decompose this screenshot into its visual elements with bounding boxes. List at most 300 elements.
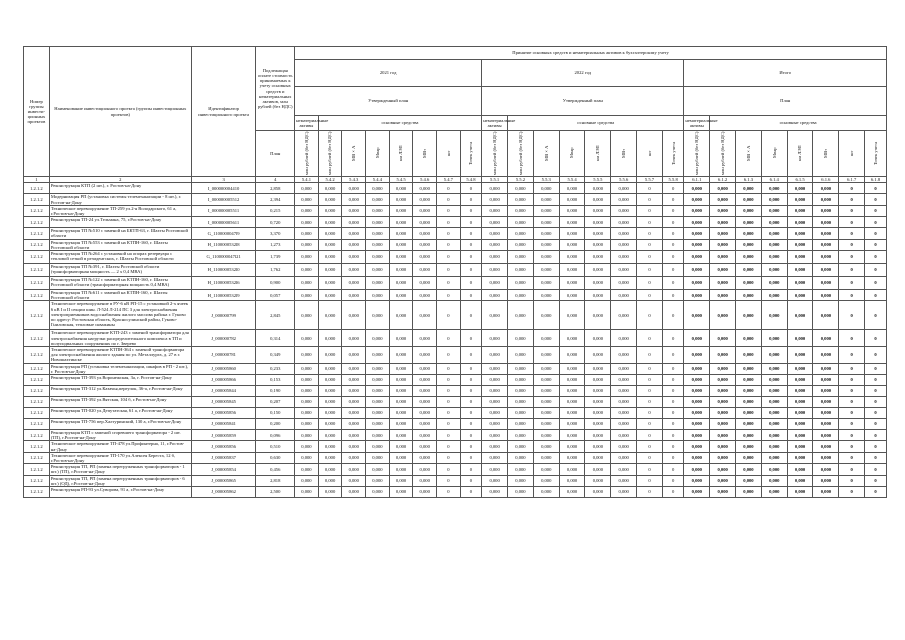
table-cell: 0,000 — [389, 301, 413, 330]
table-cell: 0 — [437, 487, 461, 498]
table-cell: 0 — [460, 239, 482, 250]
table-cell: 0,000 — [559, 183, 585, 194]
table-cell: 0,000 — [295, 464, 319, 475]
table-cell: 0,000 — [482, 239, 508, 250]
table-cell: 0,000 — [684, 264, 710, 277]
table-cell: 0,000 — [366, 301, 390, 330]
table-cell: 0,000 — [761, 228, 787, 239]
table-cell: 0,000 — [508, 228, 534, 239]
table-cell: 0 — [437, 475, 461, 486]
table-cell: 0,000 — [611, 464, 637, 475]
sub-col-header — [508, 131, 534, 177]
table-cell: 0,000 — [710, 408, 736, 419]
table-cell: 0,000 — [736, 475, 762, 486]
table-cell: 0 — [637, 397, 663, 408]
table-cell: 0,000 — [559, 290, 585, 301]
col-number: 1 — [24, 177, 50, 183]
table-cell: 0,000 — [508, 277, 534, 290]
table-cell: 0,000 — [710, 363, 736, 374]
table-cell: 0 — [662, 408, 684, 419]
table-cell: 0,000 — [813, 408, 839, 419]
table-cell: 0 — [865, 251, 887, 264]
table-cell: 0,000 — [736, 330, 762, 347]
sub-col-header — [482, 131, 508, 177]
table-cell: 0,000 — [813, 475, 839, 486]
table-cell: 0,000 — [318, 363, 342, 374]
table-cell: 0,000 — [787, 277, 813, 290]
table-cell: 0,000 — [389, 217, 413, 228]
table-cell: 0 — [662, 217, 684, 228]
table-cell: 0,000 — [295, 397, 319, 408]
table-cell: 0,000 — [508, 330, 534, 347]
table-cell: I_000000005611 — [191, 217, 256, 228]
table-cell: 0 — [437, 183, 461, 194]
table-cell: 0,000 — [710, 375, 736, 386]
table-cell: 0,000 — [611, 301, 637, 330]
table-cell: 0,000 — [684, 330, 710, 347]
table-cell: 0,000 — [761, 397, 787, 408]
table-cell: 0 — [437, 397, 461, 408]
sub-col-label: млн рублей (без НДС) — [327, 131, 333, 175]
table-cell: 0 — [437, 228, 461, 239]
table-cell: J_000005866 — [191, 375, 256, 386]
table-cell: 0,000 — [295, 239, 319, 250]
table-cell: 0 — [637, 277, 663, 290]
table-cell: 1.2.1.2 — [24, 363, 50, 374]
table-cell: J_000005862 — [191, 487, 256, 498]
table-cell: 0,000 — [318, 419, 342, 430]
col-number: 5.4.5 — [389, 177, 413, 183]
investment-table — [23, 46, 887, 498]
table-cell: 0,000 — [761, 277, 787, 290]
table-cell: 0,000 — [585, 487, 611, 498]
table-cell: 0,000 — [533, 251, 559, 264]
table-cell: 1.2.1.2 — [24, 475, 50, 486]
table-cell: 0,000 — [710, 301, 736, 330]
table-cell: 0,000 — [787, 419, 813, 430]
table-cell: 0,000 — [736, 419, 762, 430]
table-cell: 0,000 — [684, 397, 710, 408]
table-cell: 0 — [637, 251, 663, 264]
table-cell: 0,000 — [295, 228, 319, 239]
sub-col-label: шт — [445, 150, 451, 156]
table-cell: 0 — [437, 347, 461, 364]
table-cell: H_1100000532l6 — [191, 277, 256, 290]
table-cell: 0,000 — [787, 290, 813, 301]
table-cell: 1.2.1.2 — [24, 228, 50, 239]
sub-col-header — [295, 131, 319, 177]
table-cell: 0 — [437, 441, 461, 452]
table-cell: 0,720 — [256, 217, 295, 228]
table-cell: 0,000 — [533, 397, 559, 408]
table-cell: 1,273 — [256, 239, 295, 250]
table-cell: 0,000 — [585, 239, 611, 250]
table-cell: 0,000 — [736, 301, 762, 330]
table-cell: 0,000 — [508, 301, 534, 330]
table-row — [24, 464, 887, 475]
table-cell: Реконструкция ТП-392 ул.Вятская, 104 б, г.Ростов-на-Дону — [49, 397, 191, 408]
table-cell: 0,000 — [559, 430, 585, 441]
table-cell: Реконструкция ТП, РП (замена перегруженных трансформаторов - 6 шт.) (ОД), г.Ростов-на-Дону — [49, 475, 191, 486]
table-cell: 0,000 — [813, 228, 839, 239]
table-cell: 0,000 — [342, 205, 366, 216]
table-cell: 1.2.1.2 — [24, 330, 50, 347]
table-row — [24, 205, 887, 216]
table-cell: 0,000 — [684, 183, 710, 194]
table-cell: 0,000 — [684, 239, 710, 250]
table-cell: 0 — [637, 487, 663, 498]
table-cell: 0,000 — [389, 194, 413, 205]
table-cell: 0 — [460, 475, 482, 486]
table-cell: 0 — [839, 251, 865, 264]
table-cell: 0 — [637, 330, 663, 347]
table-cell: 0,000 — [736, 290, 762, 301]
table-row — [24, 264, 887, 277]
table-cell: 0,900 — [256, 277, 295, 290]
table-cell: 0,000 — [585, 452, 611, 463]
table-cell: 2,818 — [256, 475, 295, 486]
table-cell: 0 — [637, 430, 663, 441]
table-cell: 0,000 — [761, 363, 787, 374]
col-number: 5.5.6 — [611, 177, 637, 183]
table-cell: 0,000 — [585, 441, 611, 452]
table-cell: 0 — [437, 408, 461, 419]
table-cell: Реконструкция ТП №264 с установкой на опорах резервуара с тепловой сеткой в резидентских, г. Шахты Ростовской области — [49, 251, 191, 264]
table-cell: 0,000 — [389, 239, 413, 250]
table-cell: 0 — [839, 277, 865, 290]
table-cell: 0,000 — [585, 194, 611, 205]
sub-col-header — [437, 131, 461, 177]
sub-col-header — [318, 131, 342, 177]
table-row — [24, 239, 887, 250]
table-cell: Реконструкция ТП №510 с заменой на БКТП-63, г. Шахты Ростовской области — [49, 228, 191, 239]
table-cell: 0,000 — [482, 183, 508, 194]
table-cell: 0 — [662, 475, 684, 486]
table-cell: 0,000 — [585, 375, 611, 386]
table-cell: 0,000 — [342, 464, 366, 475]
table-cell: 0,000 — [295, 347, 319, 364]
table-cell: 0,000 — [813, 251, 839, 264]
col-number: 5.4.6 — [413, 177, 437, 183]
table-cell: 0,000 — [389, 386, 413, 397]
table-cell: 1.2.1.2 — [24, 386, 50, 397]
table-cell: 0 — [460, 487, 482, 498]
table-cell: 0 — [662, 347, 684, 364]
table-cell: 0,000 — [295, 205, 319, 216]
table-cell: 0 — [662, 441, 684, 452]
table-cell: 0,000 — [736, 239, 762, 250]
table-cell: 0,000 — [736, 441, 762, 452]
table-cell: 0 — [839, 347, 865, 364]
table-cell: 0,000 — [508, 183, 534, 194]
table-cell: 0 — [460, 441, 482, 452]
fixed2-header: основные средства — [508, 116, 684, 131]
table-cell: 0,000 — [413, 264, 437, 277]
table-cell: 0,000 — [318, 217, 342, 228]
table-cell: 0,000 — [482, 386, 508, 397]
table-cell: 0,000 — [389, 430, 413, 441]
table-cell: 0,000 — [318, 408, 342, 419]
table-cell: 0,000 — [413, 205, 437, 216]
table-cell: 0,000 — [508, 386, 534, 397]
table-cell: 0,000 — [585, 330, 611, 347]
table-cell: 0,000 — [342, 277, 366, 290]
table-cell: 0 — [839, 375, 865, 386]
table-cell: 1.2.1.2 — [24, 430, 50, 441]
table-cell: Техническое перевооружение ТП-170 ул.Алексея Береста, 12 б, г.Ростов-на-Дону — [49, 452, 191, 463]
table-cell: 1.2.1.2 — [24, 375, 50, 386]
sub-col-header — [684, 131, 710, 177]
table-cell: Техническое перевооружение ТП-259 ул.2-я Володарского, 61 а, г.Ростов-на-Дону — [49, 205, 191, 216]
table-cell: 0 — [662, 183, 684, 194]
table-cell: 0,000 — [761, 183, 787, 194]
table-cell: 0 — [865, 475, 887, 486]
table-cell: H_1100000532l0 — [191, 264, 256, 277]
table-cell: 0 — [437, 452, 461, 463]
table-cell: 0 — [839, 430, 865, 441]
table-cell: 0,000 — [710, 251, 736, 264]
table-cell: 0 — [460, 301, 482, 330]
table-cell: 0,000 — [482, 330, 508, 347]
sub-col-label: Точек учета — [872, 141, 878, 165]
sub-col-header — [559, 131, 585, 177]
table-cell: 0,000 — [585, 419, 611, 430]
table-cell: 0,000 — [366, 487, 390, 498]
table-cell: 0,000 — [482, 194, 508, 205]
intangible2-header: нематериальные активы — [482, 116, 508, 131]
col-number: 6.1.1 — [684, 177, 710, 183]
table-cell: 0,000 — [413, 452, 437, 463]
table-row — [24, 386, 887, 397]
table-cell: 0 — [662, 239, 684, 250]
table-cell: 0,000 — [482, 264, 508, 277]
table-cell: 0 — [637, 475, 663, 486]
table-cell: 0,000 — [684, 375, 710, 386]
table-cell: 0,000 — [559, 217, 585, 228]
table-cell: 0,000 — [813, 277, 839, 290]
table-cell: 0,000 — [342, 430, 366, 441]
table-cell: 0,000 — [710, 430, 736, 441]
table-cell: 0,000 — [787, 430, 813, 441]
sub-col-header — [533, 131, 559, 177]
table-cell: 0,000 — [710, 330, 736, 347]
table-cell: 0,000 — [482, 464, 508, 475]
table-cell: 0,096 — [256, 430, 295, 441]
table-cell: 0,000 — [295, 194, 319, 205]
table-cell: 0,000 — [508, 397, 534, 408]
table-cell: 0 — [637, 375, 663, 386]
table-cell: 0,000 — [366, 217, 390, 228]
sub-col-label: Точек учета — [670, 141, 676, 165]
table-cell: 0,000 — [413, 277, 437, 290]
table-cell: 0,000 — [813, 347, 839, 364]
table-cell: 0,000 — [508, 363, 534, 374]
table-cell: 0 — [865, 183, 887, 194]
table-cell: 0 — [839, 217, 865, 228]
table-cell: 0,000 — [813, 217, 839, 228]
sub-col-header — [865, 131, 887, 177]
table-cell: 0,000 — [611, 487, 637, 498]
table-cell: 0,000 — [533, 430, 559, 441]
table-cell: J_000000799 — [191, 301, 256, 330]
table-cell: 0,000 — [787, 264, 813, 277]
table-cell: 0,000 — [413, 487, 437, 498]
table-cell: 0,000 — [366, 452, 390, 463]
table-cell: 0,000 — [787, 183, 813, 194]
table-cell: 0,000 — [611, 194, 637, 205]
sub-col-header — [710, 131, 736, 177]
table-cell: 0 — [637, 183, 663, 194]
table-cell: 0,000 — [761, 194, 787, 205]
sub-col-header — [839, 131, 865, 177]
table-cell: 0,000 — [342, 228, 366, 239]
table-cell: 0,000 — [611, 452, 637, 463]
table-cell: 0 — [865, 419, 887, 430]
table-cell: 1.2.1.2 — [24, 251, 50, 264]
sub-col-label: млн рублей (без НДС) — [492, 131, 497, 175]
table-cell: 0,000 — [559, 205, 585, 216]
table-cell: 0,000 — [533, 386, 559, 397]
table-cell: 0,000 — [342, 386, 366, 397]
table-cell: I_000000004410 — [191, 183, 256, 194]
table-cell: 0,000 — [482, 397, 508, 408]
col-number: 6.1.6 — [813, 177, 839, 183]
table-cell: 0,000 — [482, 205, 508, 216]
table-cell: 0,000 — [366, 408, 390, 419]
table-cell: 0,000 — [318, 290, 342, 301]
table-cell: 0,000 — [787, 205, 813, 216]
table-cell: 0,000 — [710, 441, 736, 452]
table-cell: 0 — [637, 464, 663, 475]
table-cell: 0 — [460, 375, 482, 386]
table-cell: 0,000 — [787, 301, 813, 330]
table-cell: 0,000 — [813, 441, 839, 452]
table-cell: 0,000 — [761, 408, 787, 419]
table-cell: 0,000 — [710, 397, 736, 408]
table-cell: 0,000 — [684, 217, 710, 228]
table-cell: 0 — [865, 375, 887, 386]
table-cell: 0,000 — [508, 347, 534, 364]
table-cell: 0,000 — [389, 452, 413, 463]
table-cell: Реконструкция ТП №611 с заменой на КТПН-160, г. Шахты Ростовской области — [49, 290, 191, 301]
col-number: 5.4.7 — [437, 177, 461, 183]
table-cell: 0 — [460, 452, 482, 463]
table-cell: Реконструкция ТП-24 ул.Тельмана, 75, г.Ростов-на-Дону — [49, 217, 191, 228]
table-cell: 0 — [662, 363, 684, 374]
table-cell: 0 — [460, 205, 482, 216]
table-cell: 0 — [437, 217, 461, 228]
table-cell: 0 — [839, 290, 865, 301]
table-cell: 0,000 — [482, 452, 508, 463]
table-cell: 0 — [662, 386, 684, 397]
table-cell: Реконструкция ТП-312 ул.Казачья,переулок, 36-а, г.Ростов-на-Дону — [49, 386, 191, 397]
table-cell: Реконструкция ТП №122 с заменой на КТПН-160, г. Шахты Ростовской области (трансформаторная мощность 0,4 МВА) — [49, 277, 191, 290]
table-cell: 0,000 — [710, 464, 736, 475]
table-cell: 0,000 — [389, 475, 413, 486]
table-cell: 0,153 — [256, 375, 295, 386]
table-cell: 0,000 — [342, 183, 366, 194]
table-cell: 0,000 — [366, 290, 390, 301]
table-cell: 0,000 — [710, 217, 736, 228]
table-cell: 0,000 — [813, 239, 839, 250]
table-row — [24, 430, 887, 441]
table-cell: 0,000 — [761, 301, 787, 330]
table-cell: 0,000 — [318, 441, 342, 452]
table-row — [24, 452, 887, 463]
year3-header: Итого — [684, 60, 887, 87]
table-cell: 0,000 — [813, 386, 839, 397]
table-cell: 0,000 — [761, 464, 787, 475]
table-cell: J_000005859 — [191, 430, 256, 441]
sub-col-header — [813, 131, 839, 177]
table-cell: Техническое перевооружение КТПН-364 с заменой трансформатора для электроснабжения жилого здания по ул. Металлурга, д. 27 в г. Новошахтинске — [49, 347, 191, 364]
table-cell: J_000005837 — [191, 452, 256, 463]
table-cell: 0,000 — [413, 386, 437, 397]
table-cell: 0 — [865, 239, 887, 250]
sub-col-label: млн рублей (без НДС) — [720, 131, 726, 175]
table-cell: 0,000 — [611, 330, 637, 347]
table-cell: 0 — [637, 264, 663, 277]
table-cell: 0 — [839, 330, 865, 347]
table-cell: 0,000 — [736, 386, 762, 397]
table-cell: 1.2.1.2 — [24, 277, 50, 290]
table-cell: 0,000 — [761, 487, 787, 498]
table-cell: 0 — [662, 375, 684, 386]
table-cell: 0,000 — [710, 239, 736, 250]
table-cell: 0,000 — [611, 228, 637, 239]
table-cell: 0,057 — [256, 290, 295, 301]
table-cell: 0 — [437, 194, 461, 205]
table-cell: 0,000 — [295, 487, 319, 498]
table-cell: 0,000 — [482, 290, 508, 301]
table-cell: 0,000 — [559, 375, 585, 386]
table-cell: 0,000 — [342, 419, 366, 430]
table-cell: Реконструкция ТП №553 с заменой на КТПН-160, г. Шахты Ростовской области — [49, 239, 191, 250]
table-cell: 1,762 — [256, 264, 295, 277]
table-cell: 0,000 — [611, 363, 637, 374]
sub-col-header — [389, 131, 413, 177]
table-cell: 0,000 — [533, 290, 559, 301]
table-cell: 0,000 — [611, 205, 637, 216]
table-cell: 0 — [460, 386, 482, 397]
table-cell: 0,000 — [585, 183, 611, 194]
table-cell: 0,000 — [585, 251, 611, 264]
table-cell: 0,000 — [611, 277, 637, 290]
table-cell: 0 — [662, 430, 684, 441]
table-cell: Техническое перевооружение ТП-478 ул.Профинтерна, 11, г.Ростов-на-Дону — [49, 441, 191, 452]
table-cell: 0,000 — [710, 277, 736, 290]
table-cell: J_000005860 — [191, 363, 256, 374]
table-cell: 0 — [437, 251, 461, 264]
table-cell: 0,000 — [318, 487, 342, 498]
table-cell: Техническое перевооружение в РУ-6 кВ РП-15 с установкой 2-х ячеек 6 кВ I и II секции шин. Л-524 Л-214 ПС 3 для электроснабжения электроприемников водоснабжения жилого массива района г. Гуково по адресу: Ростовская область, Красносулинский район, Гуково-Гниловская, тепловые скважины — [49, 301, 191, 330]
table-row — [24, 194, 887, 205]
table-cell: J_000005841 — [191, 419, 256, 430]
table-cell: 0,000 — [342, 330, 366, 347]
table-cell: 0 — [460, 183, 482, 194]
table-cell: 1.2.1.2 — [24, 194, 50, 205]
table-cell: 0,000 — [482, 217, 508, 228]
table-cell: 0 — [865, 363, 887, 374]
sub-col-header — [787, 131, 813, 177]
table-cell: 0,000 — [710, 475, 736, 486]
table-cell: Модернизация РП (установка системы телемеханизации - 8 шт.), г. Ростов-на-Дону — [49, 194, 191, 205]
table-cell: Реконструкция КТП (2 шт.), г. Ростов-на-Дону — [49, 183, 191, 194]
table-cell: 0,000 — [787, 363, 813, 374]
table-cell: 0 — [662, 301, 684, 330]
table-cell: 0,000 — [559, 397, 585, 408]
table-cell: 0,000 — [295, 264, 319, 277]
